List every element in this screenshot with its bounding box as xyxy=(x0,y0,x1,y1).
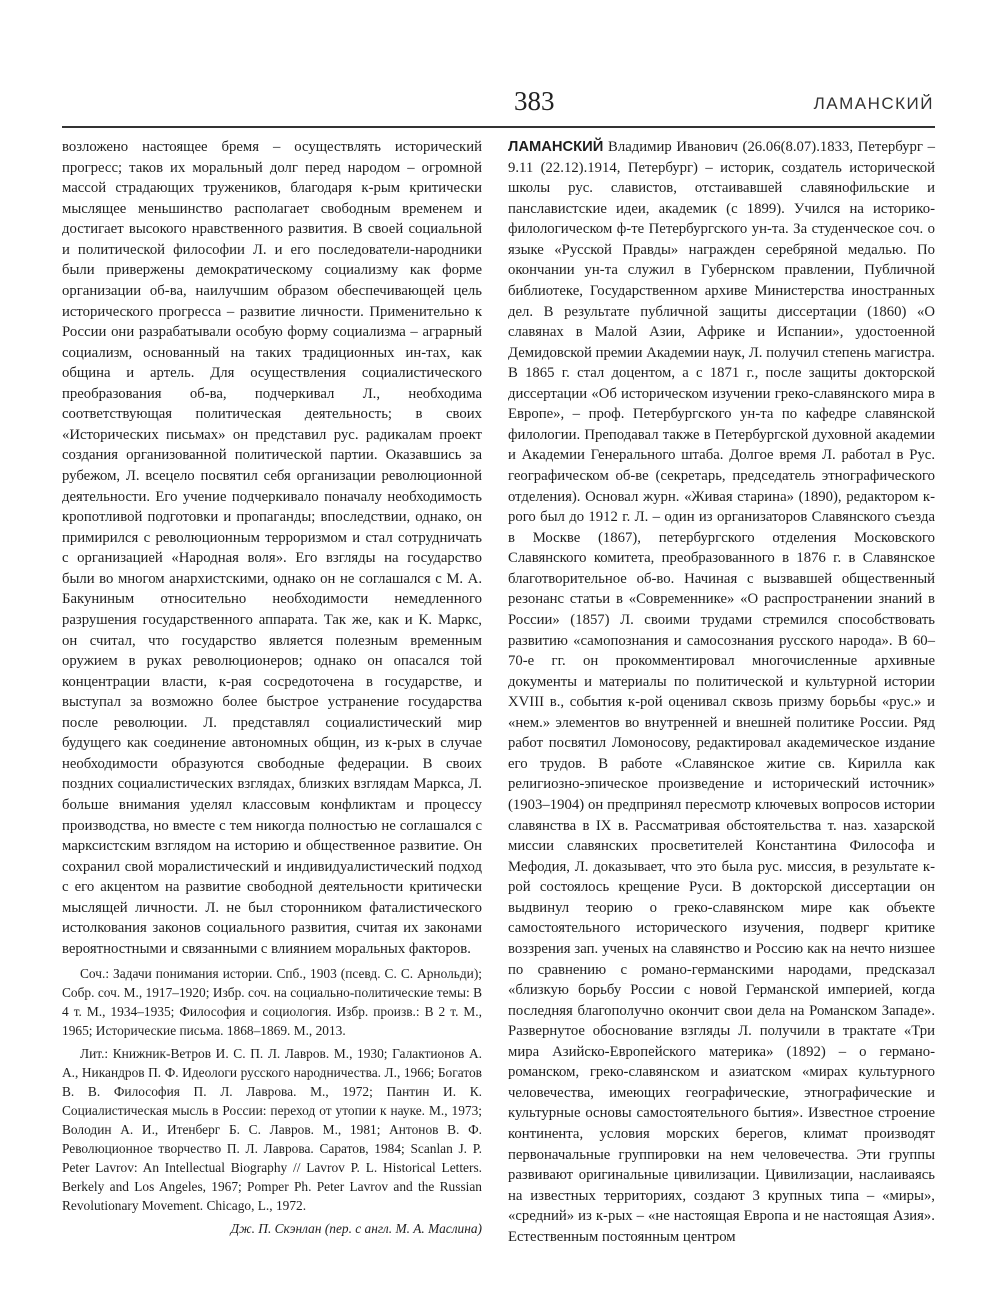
lamansky-article xyxy=(508,137,935,1247)
literature-list: Лит.: Книжник-Ветров И. С. П. Л. Лавров. М., 1930; Галактионов А. А., Никандров П. Ф. Идеологи русского народничества. Л., 1966; Богатов В. В. Философия П. Л. Лаврова. М., 1972; Пантин И. К. Социалистическая мысль в России: переход от утопии к науке. М., 1973; Володин А. И., Итенберг Б. С. Лавров. М., 1981; Антонов В. Ф. Революционное творчество П. Л. Лаврова. Саратов, 1984; Scanlan J. P. Peter Lavrov: An Intellectual Biography // Lavrov P. L. Historical Letters. Berkely and Los Angeles, 1967; Pomper Ph. Peter Lavrov and the Russian Revolutionary Movement. Chicago, L., 1972. xyxy=(62,1045,482,1213)
lamansky-article-body: Владимир Иванович (26.06(8.07).1833, Петербург – 9.11 (22.12).1914, Петербург) – историк, создатель исторической школы рус. славистов, отстаивавшей славянофильские и панславистские идеи, академик (с 1899). Учился на историко-филологическом ф-те Петербургского ун-та. За студенческое соч. о языке «Русской Правды» награжден серебряной медалью. По окончании ун-та служил в Губернском правлении, Публичной библиотеке, Государственном архиве Министерства иностранных дел. В результате публичной защиты диссертации (1860) «О славянах в Малой Азии, Африке и Испании», удостоенной Демидовской премии Академии наук, Л. получил степень магистра. В 1865 г. стал доцентом, а с 1871 г., после защиты докторской диссертации «Об историческом изучении греко-славянского мира в Европе», – проф. Петербургского ун-та по кафедре славянской филологии. Преподавал также в Петербургской духовной академии и Академии Генерального штаба. Долгое время Л. работал в Рус. географическом об-ве (секретарь, председатель этнографического отделения). Основал журн. «Живая старина» (1890), редактором к-рого был до 1912 г. Л. – один из организаторов Славянского съезда в Москве (1867), петербургского отделения Московского Славянского комитета, преобразованного в 1876 г. в Славянское благотворительное об-во. Начиная с вызвавшей общественный резонанс статьи в «Современнике» «О распространении знаний в России» (1857) Л. своими трудами стремился способствовать развитию «самопознания и самосознания русского народа». В 60–70-е гг. он прокомментировал многочисленные архивные документы и материалы по политической и культурной истории XVIII в., события к-рой оценивал сквозь призму борьбы «рус.» и «нем.» элементов во внутренней и внешней политике России. Ряд работ посвятил Ломоносову, редактировал академическое издание его трудов. В работе «Славянское житие св. Кирилла как религиозно-эпическое произведение и исторический источник» (1903–1904) он предпринял пересмотр ключевых вопросов истории славянства в IX в. Рассматривая обстоятельства т. наз. хазарской миссии славянских просветителей Константина Философа и Мефодия, Л. доказывает, что это была рус. миссия, в результате к-рой состоялось крещение Руси. В докторской диссертации он выдвинул теорию о греко-славянском мире как объекте самостоятельного исторического изучения, подверг критике воззрения зап. ученых на славянство и Россию как на нечто низшее по сравнению с романо-германскими народами, предсказал «близкую борьбу России с новой Германской империей, когда последняя благополучно окончит свои дела на Романском Западе». Развернутое обоснование взгляды Л. получили в трактате «Три мира Азийско-Европейского материка» (1892) – о германо-романском, греко-славянском и азиатском «мирах культурного человечества, имеющих географические, этнографические и культурные основы самостоятельного бытия». Известное строение континента, условия морских берегов, климат производят первоначальные группировки на нем человечества. Эти группы развивают оригинальные цивилизации. Цивилизации, наслаиваясь на известных территориях, создают 3 крупных типа – «миры», «средний» из к-рых – «не настоящая Европа и не настоящая Азия». Естественным постоянным центром xyxy=(508,139,935,1245)
header-rule xyxy=(62,126,935,128)
running-head: ЛАМАНСКИЙ xyxy=(813,94,934,113)
right-column xyxy=(508,137,935,1247)
works-list: Соч.: Задачи понимания истории. Спб., 1903 (псевд. С. С. Арнольди); Собр. соч. М., 1917–1920; Избр. соч. на социально-политические темы: В 4 т. М., 1934–1935; Философия и социология. Избр. произв.: В 2 т. М., 1965; Исторические письма. 1868–1869. М., 2013. xyxy=(62,965,482,1038)
lavrov-article-continuation: возложено настоящее бремя – осуществлять исторический прогресс; таков их моральный долг перед народом – огромной массой страдающих тружеников, благодаря к-рым критически мыслящее меньшинство располагает свободным временем и достигает высокого нравственного развития. В своей социальной и политической философии Л. и его последователи-народники были привержены демократическому социализму как форме организации об-ва, наилучшим образом обеспечивающей цель исторического прогресса – развитие личности. Применительно к России они разрабатывали особую форму социализма – аграрный социализм, основанный на таких традиционных ин-тах, как община и артель. Для осуществления социалистического преобразования об-ва, подчеркивал Л., необходима соответствующая политическая деятельность; в своих «Исторических письмах» он представил рус. радикалам проект создания организованной политической партии. Оказавшись за рубежом, Л. всецело посвятил себя организации революционной деятельности. Его учение подчеркивало поначалу необходимость кропотливой подготовки и пропаганды; впоследствии, однако, он примирился с революционным терроризмом и стал сотрудничать с организацией «Народная воля». Его взгляды на государство были во многом анархистскими, однако он не соглашался с М. А. Бакуниным относительно необходимости немедленного разрушения государственного аппарата. Так же, как и К. Маркс, он считал, что государство является полезным временным оружием в руках революционеров; однако он опасался той концентрации власти, к-рая сосредоточена в государстве, и выступал за возможно более быстрое устранение государства после революции. Л. представлял социалистический мир будущего как соединение автономных общин, из к-рых в случае необходимости образуются свободные федерации. В своих поздних социалистических взглядах, близких взглядам Маркса, Л. больше внимания уделял классовым конфликтам и процессу производства, но вместе с тем никогда полностью не соглашался с марксистским взглядом на историю и общественное развитие. Он сохранил свой моралистический и индивидуалистический подход с его акцентом на развитие свободной деятельности критически мыслящей личности. Л. не был сторонником фаталистического истолкования законов социального развития, считая их законами вероятностными и связанными с влиянием моральных факторов. xyxy=(62,139,482,957)
left-column xyxy=(62,137,482,1238)
page-header xyxy=(62,86,940,126)
page-number: 383 xyxy=(514,86,555,116)
article-headword: ЛАМАНСКИЙ xyxy=(508,139,604,155)
author-signature: Дж. П. Скэнлан (пер. с англ. М. А. Маслина) xyxy=(230,1220,482,1236)
